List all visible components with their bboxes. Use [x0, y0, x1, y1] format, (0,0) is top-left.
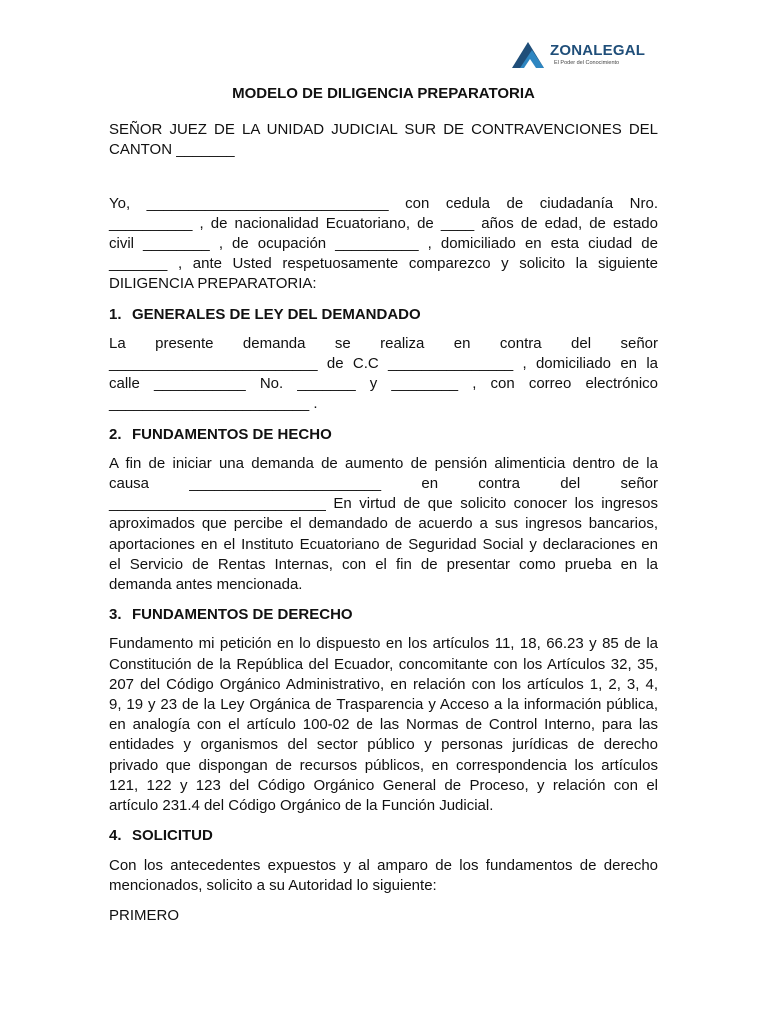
intro-line: Yo, _____________________________ con cedula de ciudadanía Nro. — [109, 194, 658, 212]
section-heading-3: 3. FUNDAMENTOS DE DERECHO — [109, 606, 353, 624]
section-line: en analogía con el artículo 100-02 de las Normas de Control Interno, para las — [109, 716, 658, 734]
document-body — [109, 84, 658, 926]
section-heading-1: 1. GENERALES DE LEY DEL DEMANDADO — [109, 305, 421, 323]
section-line: 9, 19 y 23 de la Ley Orgánica de Trasparencia y Acceso a la información pública, — [109, 696, 658, 714]
section-2-paragraph — [109, 454, 658, 595]
intro-line: _______ , ante Usted respetuosamente comparezco y solicito la siguiente — [109, 255, 658, 273]
section-3-paragraph — [109, 634, 658, 816]
address-line: SEÑOR JUEZ DE LA UNIDAD JUDICIAL SUR DE CONTRAVENCIONES DEL — [109, 121, 658, 139]
closing-text: PRIMERO — [109, 906, 180, 924]
section-line: calle ___________ No. _______ y ________ , con correo electrónico — [109, 375, 658, 393]
address-paragraph — [109, 120, 658, 160]
intro-line: DILIGENCIA PREPARATORIA: — [109, 275, 317, 293]
section-line: Constitución de la República del Ecuador, concomitante con los Artículos 32, 35, — [109, 655, 658, 673]
intro-line: __________ , de nacionalidad Ecuatoriano, de ____ años de edad, de estado — [109, 214, 658, 232]
section-4-paragraph — [109, 856, 658, 896]
section-line: demanda antes mencionada. — [109, 576, 303, 594]
logo-mountain-icon — [510, 38, 546, 70]
section-line: A fin de iniciar una demanda de aumento de pensión alimenticia dentro de la — [109, 454, 658, 472]
section-line: _________________________ de C.C _______________ , domiciliado en la — [109, 355, 658, 373]
intro-line: civil ________ , de ocupación __________ , domiciliado en esta ciudad de — [109, 235, 658, 253]
section-line: 121, 122 y 123 del Código Orgánico General de Proceso, y relación con el — [109, 776, 658, 794]
section-line: aportaciones en el Instituto Ecuatoriano de Seguridad Social y declaraciones en — [109, 535, 658, 553]
section-line: ________________________ . — [109, 395, 318, 413]
logo-tagline: El Poder del Conocimiento — [554, 60, 620, 66]
section-line: causa _______________________ en contra del señor — [109, 475, 658, 493]
section-line: privado que dispongan de recursos públicos, en correspondencia los artículos — [109, 756, 658, 774]
section-line: Con los antecedentes expuestos y al amparo de los fundamentos de derecho — [109, 856, 658, 874]
document-title: MODELO DE DILIGENCIA PREPARATORIA — [232, 85, 535, 102]
section-1-paragraph — [109, 334, 658, 415]
section-line: aproximados que percibe el demandado de acuerdo a sus ingresos bancarios, — [109, 515, 658, 533]
section-line: La presente demanda se realiza en contra del señor — [109, 334, 658, 352]
section-line: Fundamento mi petición en lo dispuesto en los artículos 11, 18, 66.23 y 85 de la — [109, 635, 658, 653]
section-line: __________________________ En virtud de que solicito conocer los ingresos — [109, 495, 658, 513]
section-line: mencionados, solicito a su Autoridad lo siguiente: — [109, 876, 437, 894]
section-heading-4: 4. SOLICITUD — [109, 827, 213, 845]
logo-name: ZONALEGAL — [550, 42, 646, 59]
section-line: artículo 231.4 del Código Orgánico de la Función Judicial. — [109, 797, 494, 815]
section-line: entidades y organismos del sector público y personas jurídicas de derecho — [109, 736, 658, 754]
zonalegal-logo — [510, 36, 652, 72]
section-line: el Servicio de Rentas Internas, con el fin de presentar como prueba en la — [109, 555, 658, 573]
address-line: CANTON _______ — [109, 141, 235, 159]
intro-paragraph — [109, 194, 658, 295]
section-heading-2: 2. FUNDAMENTOS DE HECHO — [109, 425, 332, 443]
section-line: 207 del Código Orgánico Administrativo, en relación con los artículos 1, 2, 3, 4, — [109, 675, 658, 693]
